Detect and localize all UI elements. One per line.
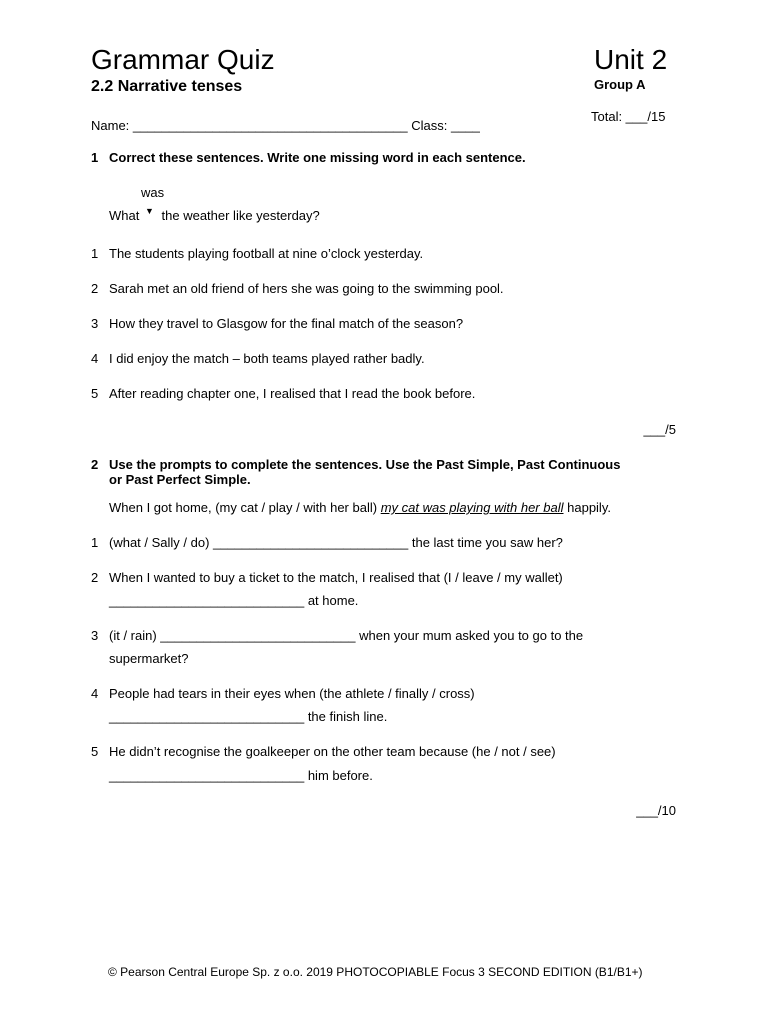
item-text: I did enjoy the match – both teams played rather badly.: [109, 351, 425, 366]
exercise-number: 1: [91, 150, 99, 165]
example-before: When I got home, (my cat / play / with her ball): [109, 500, 378, 515]
item-number: 2: [91, 570, 99, 585]
item-text: (what / Sally / do) ___________________________ the last time you saw her?: [109, 535, 563, 550]
exercise-1-item: [91, 386, 475, 402]
insert-arrow-icon: ▼: [144, 206, 154, 216]
example-before: What: [109, 208, 140, 223]
example-after: the weather like yesterday?: [161, 208, 320, 223]
exercise-1-heading: [91, 150, 526, 166]
item-text: When I wanted to buy a ticket to the match, I realised that (I / leave / my wallet): [109, 570, 563, 585]
total-score: Total: ___/15: [591, 109, 666, 124]
name-class-line: Name: ______________________________________ Class: ____: [91, 118, 480, 133]
exercise-1-score: ___/5: [643, 422, 676, 437]
exercise-instruction-line2: or Past Perfect Simple.: [109, 472, 251, 487]
item-number: 5: [91, 744, 99, 759]
exercise-number: 2: [91, 457, 99, 472]
item-number: 3: [91, 316, 99, 331]
exercise-2-item: [91, 628, 583, 644]
exercise-2-example: [109, 500, 611, 516]
item-text-continued: ___________________________ the finish line.: [109, 709, 388, 724]
group-label: Group A: [594, 77, 646, 92]
exercise-2-item: [91, 570, 563, 586]
item-text-continued: ___________________________ at home.: [109, 593, 359, 608]
item-text: The students playing football at nine o’clock yesterday.: [109, 246, 424, 261]
item-number: 4: [91, 686, 99, 701]
item-text: After reading chapter one, I realised that I read the book before.: [109, 386, 476, 401]
page-title: Grammar Quiz: [91, 44, 275, 75]
unit-label: Unit 2: [594, 44, 668, 75]
example-after: happily.: [567, 500, 611, 515]
exercise-1-item: [91, 351, 425, 367]
item-number: 2: [91, 281, 99, 296]
exercise-instruction: Correct these sentences. Write one missing word in each sentence.: [109, 150, 526, 165]
exercise-2-score: ___/10: [636, 803, 676, 818]
item-text-continued: ___________________________ him before.: [109, 768, 373, 783]
item-text: He didn’t recognise the goalkeeper on the other team because (he / not / see): [109, 744, 556, 759]
item-text: Sarah met an old friend of hers she was going to the swimming pool.: [109, 281, 504, 296]
exercise-2-heading: [91, 457, 620, 473]
item-text: How they travel to Glasgow for the final match of the season?: [109, 316, 464, 331]
exercise-2-item: [91, 535, 563, 551]
exercise-1-item: [91, 316, 463, 332]
exercise-2-item: [91, 686, 475, 702]
item-number: 1: [91, 246, 99, 261]
exercise-2-item: [91, 744, 556, 760]
item-number: 1: [91, 535, 99, 550]
item-text: (it / rain) ___________________________ when your mum asked you to go to the: [109, 628, 584, 643]
example-sentence: [109, 208, 320, 225]
exercise-1-item: [91, 246, 423, 262]
item-number: 3: [91, 628, 99, 643]
exercise-1-item: [91, 281, 504, 297]
page-subtitle: 2.2 Narrative tenses: [91, 78, 243, 95]
item-number: 5: [91, 386, 99, 401]
example-insert-word: was: [141, 185, 165, 200]
footer-copyright: © Pearson Central Europe Sp. z o.o. 2019 PHOTOCOPIABLE Focus 3 SECOND EDITION (B1/B1+): [108, 965, 643, 979]
exercise-instruction-line1: Use the prompts to complete the sentences. Use the Past Simple, Past Continuous: [109, 457, 621, 472]
item-text-continued: supermarket?: [109, 651, 189, 666]
item-number: 4: [91, 351, 99, 366]
example-answer: my cat was playing with her ball: [380, 500, 564, 515]
item-text: People had tears in their eyes when (the athlete / finally / cross): [109, 686, 475, 701]
